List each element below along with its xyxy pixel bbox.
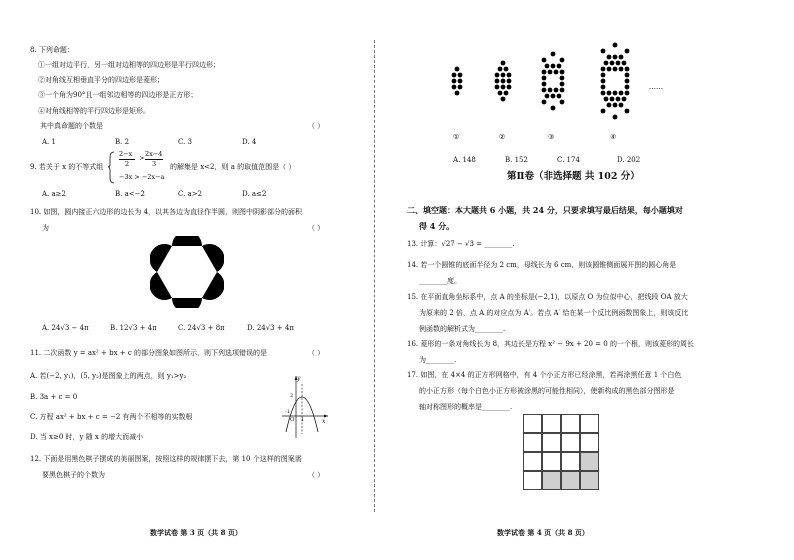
q9-option-d: D. a≤2 <box>242 190 267 198</box>
q8-ask: 其中真命题的个数是 <box>40 122 103 130</box>
black-piece <box>542 70 547 75</box>
grid-cell <box>561 471 580 490</box>
pattern-1 <box>452 67 463 96</box>
pattern-label-3: ③ <box>548 133 555 141</box>
pattern-2 <box>495 61 512 102</box>
black-piece <box>601 85 606 90</box>
q12-option-c: C. 174 <box>557 156 580 164</box>
section-2-title: 第Ⅱ卷（非选择题 共 102 分） <box>507 171 640 182</box>
q10-line-2: 为 <box>42 224 49 232</box>
black-piece <box>622 61 627 66</box>
q10-option-b: B. 12√3 + 4π <box>110 324 157 332</box>
q15-line-2: 为原来的 2 倍，点 A 的对应点为 A′。若点 A′ 恰在某一个反比例函数图象上，则该反比 <box>419 309 689 317</box>
q9-option-a: A. a≥2 <box>42 190 66 198</box>
q9-bottom: −3x > −2x−a <box>119 173 165 181</box>
black-piece <box>542 76 547 81</box>
q8-item-3: ③一个角为90°且一组邻边相等的四边形是正方形； <box>38 91 198 99</box>
black-piece <box>625 79 630 84</box>
q9-top-den: 2 <box>125 160 130 168</box>
q12-pattern-figures <box>437 36 737 126</box>
q13: 13. 计算：√27 − √3 = ________. <box>407 240 515 248</box>
q9-option-b: B. a<−2 <box>115 190 145 198</box>
q9-top-num: 2−x <box>119 150 133 158</box>
part2-instruction-2: 得 4 分。 <box>419 221 455 231</box>
black-piece <box>501 73 506 78</box>
q9-tail: 的解集是 x<2，则 a 的取值范围是（ ） <box>170 163 296 171</box>
black-piece <box>452 79 457 84</box>
q11-stem: 11. 二次函数 y = ax² + bx + c 的部分图象如图所示，则下列选项错误的是 <box>30 349 267 357</box>
grid-cell <box>580 452 599 471</box>
q12-line-1: 12. 下面是用黑色棋子摆成的美丽图案，按照这样的规律摆下去，第 10 个这样的图案需 <box>30 455 302 463</box>
black-piece <box>625 67 630 72</box>
q9-top-den2: 3 <box>152 160 157 168</box>
black-piece <box>601 67 606 72</box>
black-piece <box>545 64 550 69</box>
q8-stem: 8. 下列命题： <box>30 46 74 54</box>
q12-line-2: 要黑色棋子的个数为 <box>42 471 105 479</box>
grid-cell <box>542 433 561 452</box>
q17-line-3: 轴对称图形的概率是________. <box>419 403 513 411</box>
q11-graph-origin: O <box>290 417 295 423</box>
q8-item-1: ①一组对边平行，另一组对边相等的四边形是平行四边形； <box>38 61 220 69</box>
black-piece <box>622 97 627 102</box>
black-piece <box>501 97 506 102</box>
black-piece <box>551 64 556 69</box>
q12-option-d: D. 202 <box>617 156 641 164</box>
q9-top-num2: 2x−4 <box>145 150 163 158</box>
q9-lead: 9. 若关于 x 的不等式组 <box>30 163 104 171</box>
black-piece <box>619 55 624 60</box>
pattern-label-1: ① <box>453 133 460 141</box>
black-piece <box>604 61 609 66</box>
black-piece <box>560 82 565 87</box>
black-piece <box>619 103 624 108</box>
grid-cell <box>523 433 542 452</box>
q16-line-2: 为________. <box>419 356 457 364</box>
black-piece <box>601 79 606 84</box>
pattern-3 <box>542 52 565 111</box>
black-piece <box>458 73 463 78</box>
page-divider <box>374 40 375 512</box>
black-piece <box>495 73 500 78</box>
black-piece <box>560 58 565 63</box>
black-piece <box>542 88 547 93</box>
grid-cell <box>561 433 580 452</box>
black-piece <box>498 67 503 72</box>
grid-cell <box>523 452 542 471</box>
black-piece <box>557 64 562 69</box>
q10-hexagon-figure <box>150 236 224 308</box>
q15-line-1: 15. 在平面直角坐标系中，点 A 的坐标是(−2,1)，以原点 O 为位似中心，把线段 OA 放大 <box>407 293 688 301</box>
black-piece <box>625 73 630 78</box>
q10-option-c: C. 24√3 + 8π <box>178 324 225 332</box>
black-piece <box>613 55 618 60</box>
q12-option-a: A. 148 <box>453 156 476 164</box>
black-piece <box>613 91 618 96</box>
q10-answer-paren: （ ） <box>308 224 325 232</box>
q11-option-c: C. 方程 ax² + bx + c = −2 有两个不相等的实数根 <box>30 413 193 421</box>
black-piece <box>455 91 460 96</box>
black-piece <box>504 67 509 72</box>
black-piece <box>548 88 553 93</box>
black-piece <box>452 73 457 78</box>
black-piece <box>601 73 606 78</box>
black-piece <box>625 109 630 114</box>
left-page-footer: 数学试卷 第 3 页（共 8 页） <box>150 528 242 537</box>
q14-line-1: 14. 若一个圆锥的底面半径为 2 cm，母线长为 6 cm，则该圆锥侧面展开图的圆心角是 <box>407 261 677 269</box>
black-piece <box>613 43 618 48</box>
black-piece <box>495 79 500 84</box>
grid-cell <box>542 471 561 490</box>
q12-option-b: B. 152 <box>505 156 528 164</box>
grid-cell <box>523 414 542 433</box>
q17-line-2: 的小正方形（每个白色小正方形被涂黑的可能性相同），使新构成的黑色部分图形是 <box>419 387 675 395</box>
q11-graph-x-label: x <box>322 418 326 425</box>
q9-top-gt: > <box>139 154 145 162</box>
black-piece <box>545 94 550 99</box>
part2-instruction-1: 二、填空题：本大题共 6 小题，共 24 分，只要求填写最后结果，每小题填对 <box>407 205 683 215</box>
black-piece <box>610 61 615 66</box>
q8-option-d: D. 4 <box>242 138 257 146</box>
black-piece <box>542 100 547 105</box>
black-piece <box>501 61 506 66</box>
pattern-label-4: ④ <box>610 133 617 141</box>
grid-cell <box>561 452 580 471</box>
q8-item-2: ②对角线互相垂直平分的四边形是菱形； <box>38 76 164 84</box>
pattern-label-2: ② <box>499 133 506 141</box>
black-piece <box>604 97 609 102</box>
black-piece <box>458 79 463 84</box>
q11-graph-neg1: -1 <box>285 409 290 415</box>
q14-line-2: ________度。 <box>419 277 461 285</box>
black-piece <box>501 85 506 90</box>
q15-line-3: 例函数的解析式为________. <box>419 325 506 333</box>
black-piece <box>613 115 618 120</box>
right-page-footer: 数学试卷 第 4 页（共 8 页） <box>497 528 589 537</box>
black-piece <box>455 67 460 72</box>
q17-line-1: 17. 如图，在 4×4 的正方形网格中，有 4 个小正方形已经涂黑，若再涂黑任意 1 个白色 <box>407 371 682 379</box>
black-piece <box>495 85 500 90</box>
q16-line-1: 16. 菱形的一条对角线长为 8，其边长是方程 x² − 9x + 20 = 0 的一个根，则该菱形的周长 <box>407 340 694 348</box>
q11-graph-one: 1 <box>301 417 305 423</box>
q10-option-d: D. 24√3 + 4π <box>247 324 295 332</box>
q11-option-b: B. 3a + c = 0 <box>30 393 78 401</box>
q8-option-c: C. 3 <box>178 138 193 146</box>
grid-cell <box>523 471 542 490</box>
black-piece <box>625 91 630 96</box>
black-piece <box>542 82 547 87</box>
black-piece <box>625 49 630 54</box>
q8-item-4: ④对角线相等的平行四边形是矩形。 <box>38 107 150 115</box>
q8-option-b: B. 2 <box>115 138 130 146</box>
q11-parabola-graph <box>278 372 330 440</box>
black-piece <box>452 85 457 90</box>
black-piece <box>507 79 512 84</box>
black-piece <box>560 100 565 105</box>
black-piece <box>601 49 606 54</box>
black-piece <box>507 85 512 90</box>
q11-graph-two: 2 <box>290 393 294 399</box>
black-piece <box>607 91 612 96</box>
grid-cell <box>542 452 561 471</box>
black-piece <box>560 70 565 75</box>
pattern-ellipsis: …… <box>649 83 663 91</box>
black-piece <box>613 67 618 72</box>
pattern-4 <box>601 43 630 120</box>
black-piece <box>616 61 621 66</box>
black-piece <box>507 73 512 78</box>
q8-option-a: A. 1 <box>42 138 56 146</box>
black-piece <box>619 91 624 96</box>
black-piece <box>613 103 618 108</box>
black-piece <box>551 94 556 99</box>
black-piece <box>560 88 565 93</box>
black-piece <box>610 97 615 102</box>
q10-line-1: 10. 如图，圆内接正六边形的边长为 4，以其各边为直径作半圆，则图中阴影部分的面积 <box>30 208 303 216</box>
grid-cell <box>561 414 580 433</box>
black-piece <box>616 97 621 102</box>
q9-option-c: C. a>2 <box>178 190 203 198</box>
black-piece <box>498 91 503 96</box>
black-piece <box>601 109 606 114</box>
black-piece <box>551 106 556 111</box>
grid-cell <box>542 414 561 433</box>
q11-answer-paren: （ ） <box>308 349 325 357</box>
black-piece <box>607 55 612 60</box>
black-piece <box>607 103 612 108</box>
black-piece <box>560 76 565 81</box>
black-piece <box>601 91 606 96</box>
black-piece <box>504 91 509 96</box>
q17-grid <box>523 414 599 490</box>
black-piece <box>548 70 553 75</box>
grid-cell <box>580 433 599 452</box>
black-piece <box>554 88 559 93</box>
black-piece <box>557 94 562 99</box>
black-piece <box>458 85 463 90</box>
q10-option-a: A. 24√3 − 4π <box>42 324 89 332</box>
q8-answer-paren: （ ） <box>308 122 325 130</box>
q12-answer-paren: （ ） <box>308 471 325 479</box>
black-piece <box>625 85 630 90</box>
grid-cell <box>580 414 599 433</box>
q11-option-d: D. 当 x≥0 时，y 随 x 的增大而减小 <box>30 433 144 441</box>
q11-option-a: A. 若(−2, y₁)，(5, y₂)是图象上的两点，则 y₁>y₂ <box>30 372 187 380</box>
q11-graph-y-label: y <box>297 375 301 382</box>
black-piece <box>607 67 612 72</box>
black-piece <box>542 58 547 63</box>
right-page <box>397 0 794 560</box>
black-piece <box>551 52 556 57</box>
black-piece <box>619 67 624 72</box>
grid-cell <box>580 471 599 490</box>
black-piece <box>501 79 506 84</box>
black-piece <box>554 70 559 75</box>
